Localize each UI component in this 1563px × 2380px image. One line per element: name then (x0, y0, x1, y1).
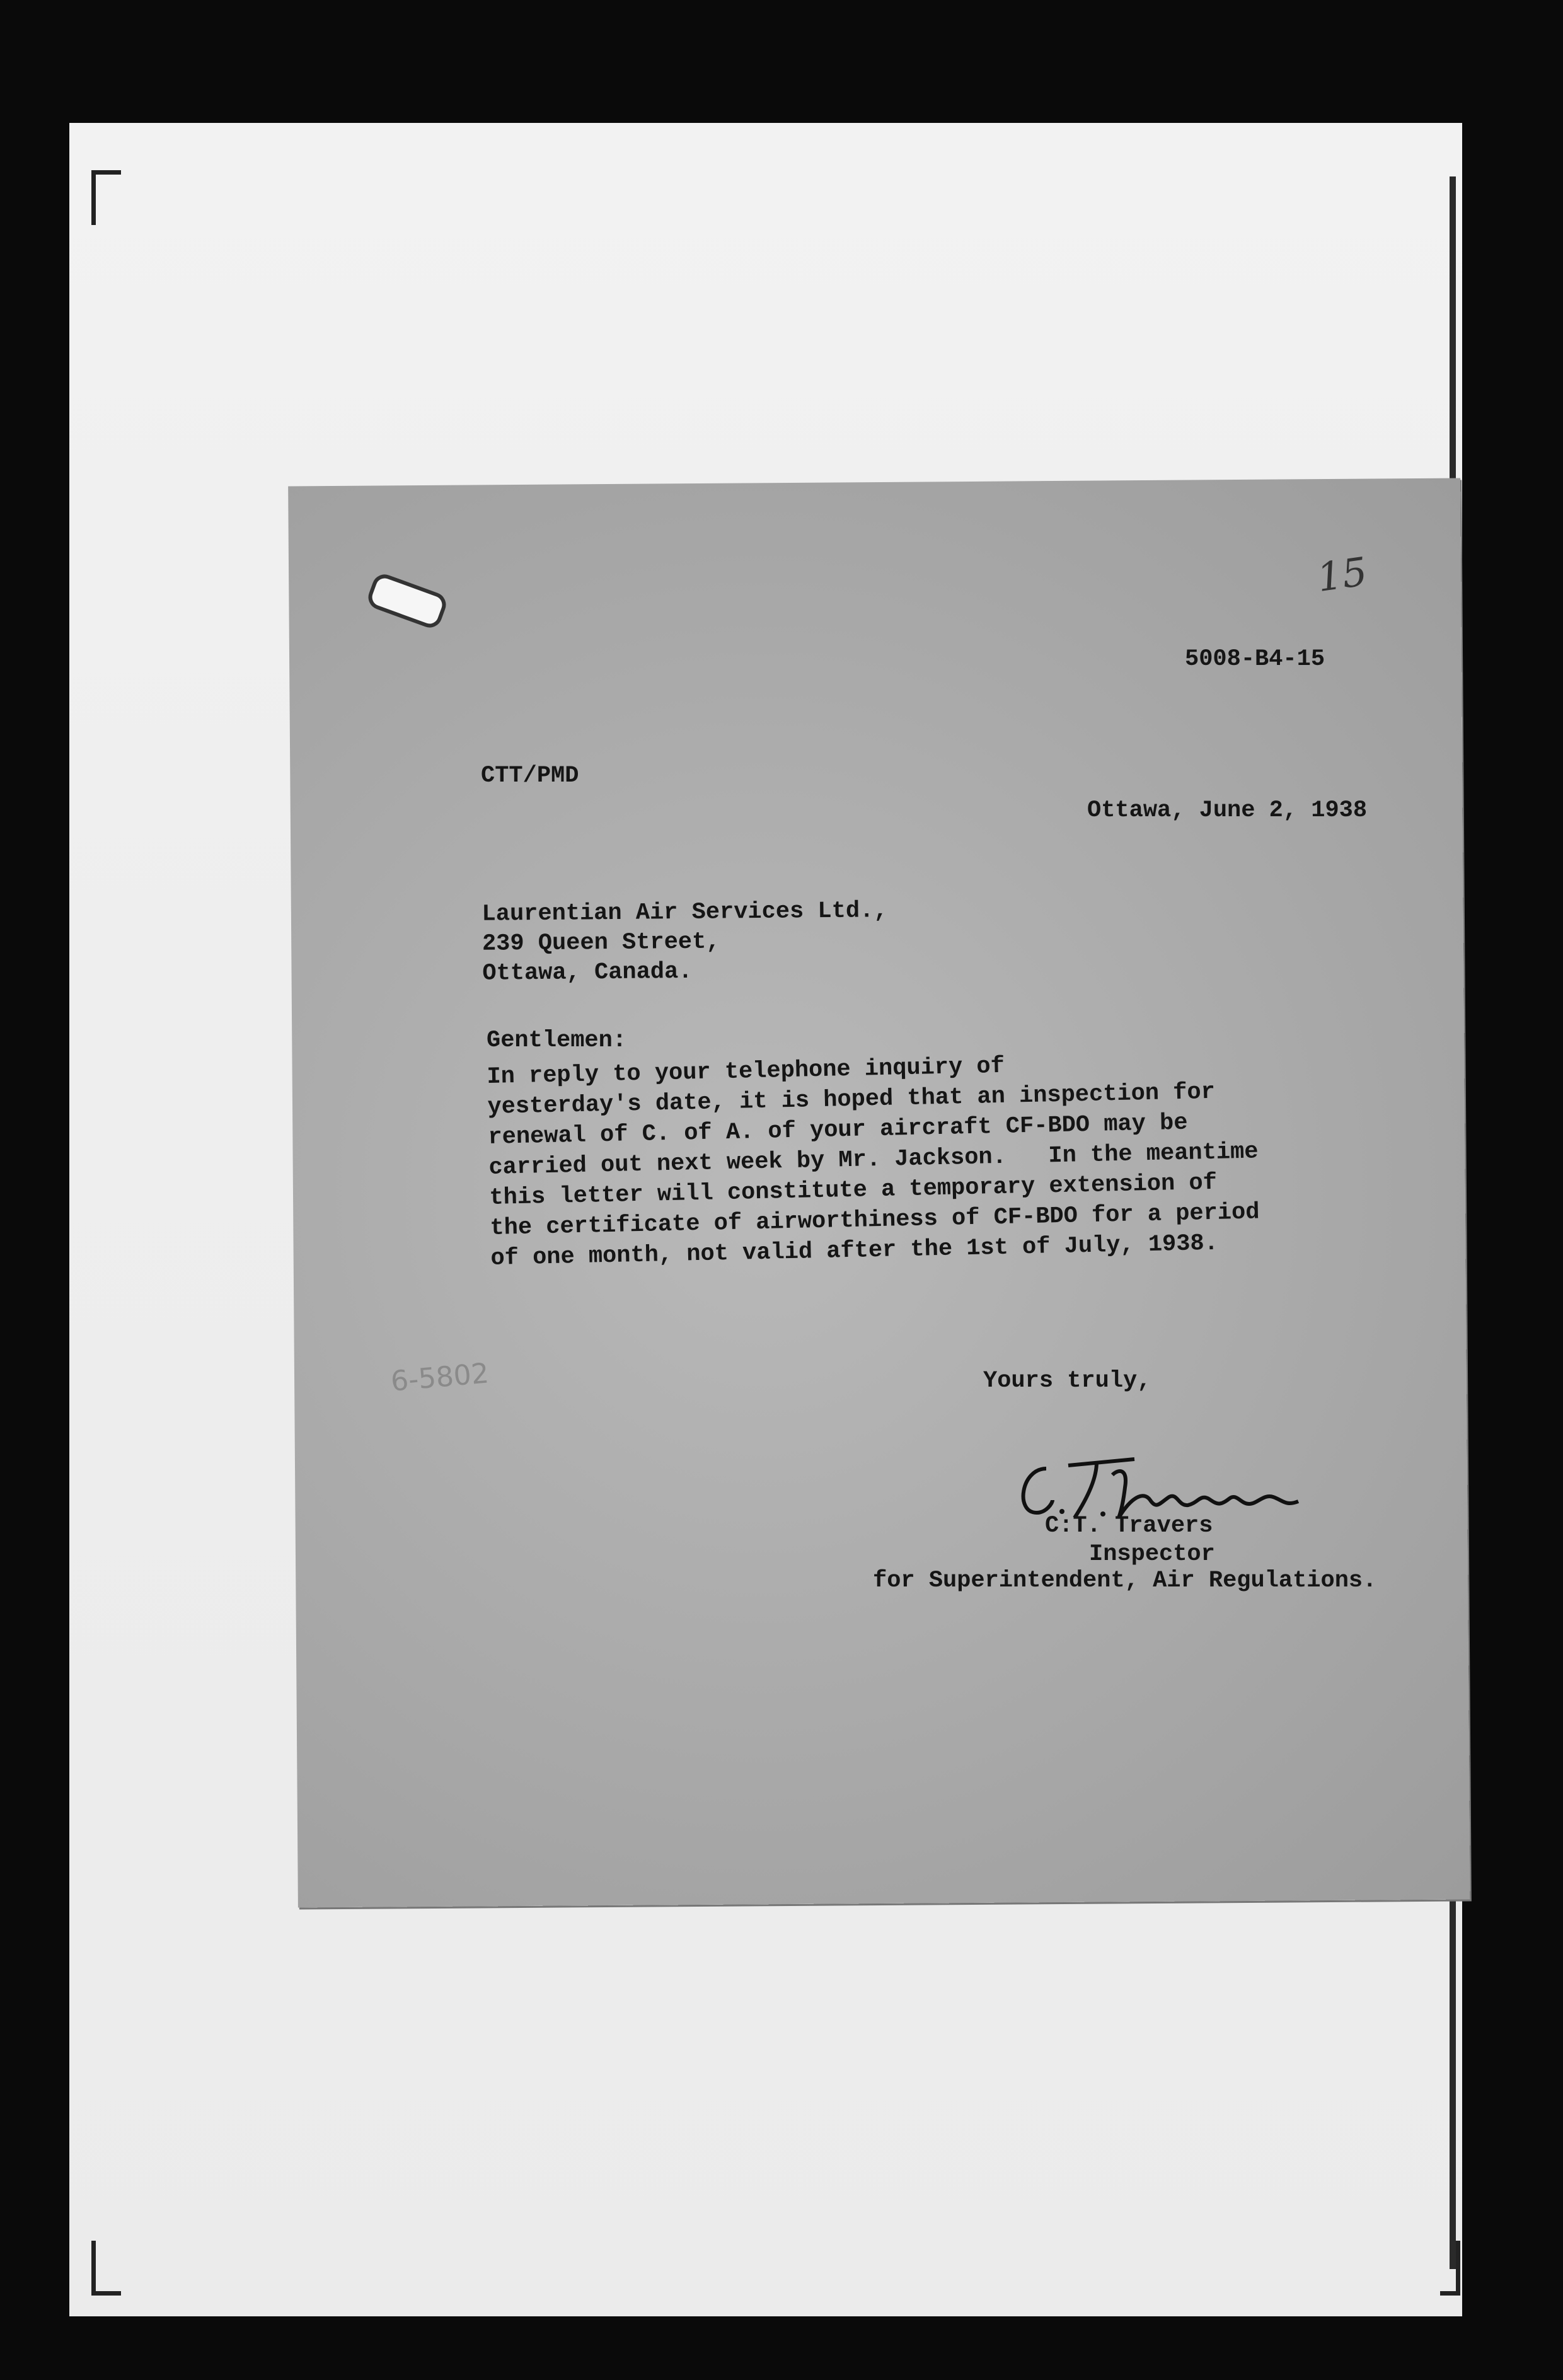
letter-body: In reply to your telephone inquiry of yesterday's date, it is hoped that an inspection for renewal of C. of A. of your aircraft CF-BDO may be carried out next week by Mr. Jackson. In the meantime this letter will constitute a temporary extension of the certificate of airworthiness of CF-BDO for a period of one month, not valid after the 1st of July, 1938. (487, 1053, 1260, 1272)
date-line: Ottawa, June 2, 1938 (1087, 797, 1368, 824)
signer-name: C:T. Travers (1045, 1513, 1213, 1539)
crop-mark-bottom-left (91, 2241, 121, 2296)
reference-initials: CTT/PMD (481, 763, 579, 789)
folio-number: 15 (1314, 548, 1370, 601)
closing: Yours truly, (983, 1368, 1151, 1394)
signer-title: Inspector (1089, 1541, 1215, 1568)
salutation: Gentlemen: (487, 1027, 627, 1054)
signer-office: for Superintendent, Air Regulations. (873, 1568, 1377, 1594)
recipient-address: Laurentian Air Services Ltd., 239 Queen Street, Ottawa, Canada. (482, 898, 888, 987)
handwritten-note: 6-5802 (389, 1357, 490, 1398)
file-number: 5008-B4-15 (1185, 646, 1325, 673)
crop-mark-top-left (91, 170, 121, 225)
